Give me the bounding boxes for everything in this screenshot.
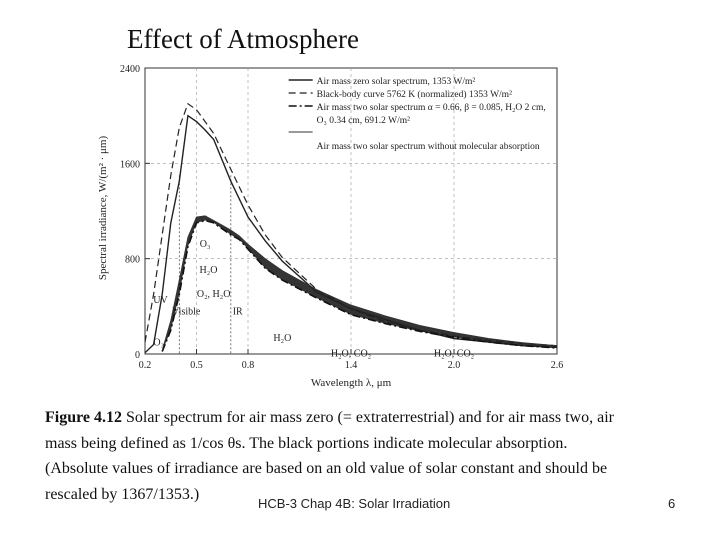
x-axis-label: Wavelength λ, μm (310, 377, 392, 389)
absorption-label: H₂O, CO₂ (330, 348, 372, 360)
caption-line-3: (Absolute values of irradiance are based on an old value of solar constant and should be (45, 460, 608, 477)
y-tick-label: 1600 (120, 159, 140, 171)
legend-entry: Black-body curve 5762 K (normalized) 1353 W/m² (316, 90, 512, 100)
x-tick-label: 1.4 (344, 360, 358, 371)
legend-entry: Air mass zero solar spectrum, 1353 W/m² (316, 77, 476, 87)
y-tick-label: 0 (135, 350, 140, 361)
x-tick-label: 2.0 (447, 360, 461, 371)
caption-line-1: Solar spectrum for air mass zero (= extraterrestrial) and for air mass two, air (122, 409, 614, 426)
page-number: 6 (668, 496, 676, 511)
y-tick-label: 2400 (120, 64, 140, 75)
slide-title: Effect of Atmosphere (127, 24, 359, 54)
caption-line-2: mass being defined as 1/cos θs. The black portions indicate molecular absorption. (45, 434, 568, 452)
legend-entry: Air mass two solar spectrum without molecular absorption (316, 142, 540, 152)
absorption-label: H₂O, CO₂ (433, 348, 475, 360)
absorption-label: O₃ (199, 238, 211, 250)
x-tick-label: 0.8 (241, 360, 255, 371)
slide-footer: HCB-3 Chap 4B: Solar Irradiation (258, 496, 451, 511)
band-label: Visible (172, 306, 201, 318)
legend-entry: Air mass two solar spectrum α = 0.66, β = 0.085, H₂O 2 cm, O₃ 0.34 cm, 691.2 W/m² (316, 103, 546, 126)
absorption-label: O₃ (153, 337, 165, 349)
y-tick-label: 800 (125, 254, 140, 266)
x-tick-label: 2.6 (550, 360, 564, 371)
band-label: UV (153, 294, 168, 306)
band-label: IR (232, 306, 243, 318)
caption-label: Figure 4.12 (45, 409, 123, 426)
figure-caption (45, 405, 695, 507)
absorption-label: O₂, H₂O (196, 288, 231, 300)
x-tick-label: 0.5 (190, 360, 203, 371)
x-tick-label: 0.2 (138, 360, 152, 371)
solar-spectrum-chart (92, 60, 572, 390)
caption-line-4: rescaled by 1367/1353.) (45, 485, 200, 503)
absorption-label: H₂O (273, 332, 292, 344)
absorption-label: H₂O (199, 264, 218, 276)
y-axis-label: Spectral irradiance, W/(m² · μm) (97, 135, 109, 281)
